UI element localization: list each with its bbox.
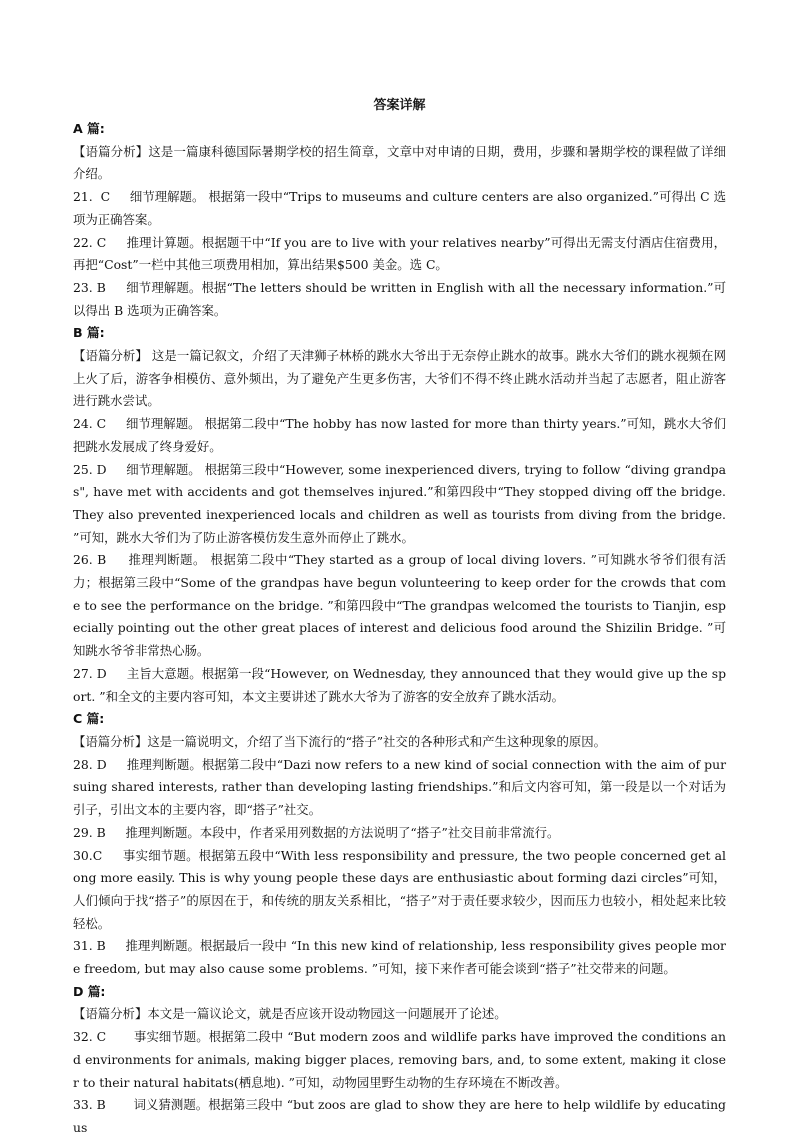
passage-analysis: 【语篇分析】这是一篇康科德国际暑期学校的招生简章，文章中对申请的日期，费用，步骤和暑期学校的课程做了详细介绍。 (73, 143, 726, 182)
question-number-answer: 22. C (73, 234, 127, 250)
question-explanation (73, 935, 726, 980)
explanation-text: 主旨大意题。根据第一段“However, on Wednesday, they announced that they would give up the sport. ”和全文的主要内容可知，本文主要讲述了跳水大爷为了游客的安全放弃了跳水活动。 (73, 665, 726, 704)
section (73, 118, 726, 322)
question-explanation (73, 277, 726, 322)
question-number-answer: 25. D (73, 461, 127, 477)
question-number-answer: 29. B (73, 824, 126, 840)
question-explanation (73, 549, 726, 663)
explanation-text: 细节理解题。 根据第三段中“However, some inexperienced divers, trying to follow “diving grandpas", have met with accidents and got themselves injured.”和第四段中“They stopped diving off the bridge. They also prevented inexperienced locals and children as well as tourists from diving from the bridge. ”可知，跳水大爷们为了防止游客模仿发生意外而停止了跳水。 (73, 461, 726, 545)
explanation-text: 细节理解题。 根据第一段中“Trips to museums and culture centers are also organized.”可得出 C 选项为正确答案。 (73, 189, 726, 227)
question-number-answer: 26. B (73, 552, 129, 568)
question-number-answer: 32. C (73, 1029, 135, 1045)
explanation-text: 推理判断题。根据最后一段中 “In this new kind of relationship, less responsibility gives people more freedom, but may also cause some problems. ”可知，接下来作者可能会谈到“搭子”社交带来的问题。 (73, 938, 726, 977)
sections-container (73, 118, 726, 1140)
question-explanation (73, 413, 726, 458)
explanation-text: 推理判断题。 根据第二段中“They started as a group of local diving lovers. ”可知跳水爷爷们很有活力；根据第三段中“Some of the grandpas have begun volunteering to keep order for the crowds that come to see the performance on the bridge. ”和第四段中“The grandpas welcomed the tourists to Tianjin, especially pointing out the other great places of interest and delicious food around the Shizilin Bridge. ”可知跳水爷爷非常热心肠。 (73, 552, 726, 659)
passage-analysis: 【语篇分析】这是一篇说明文，介绍了当下流行的“搭子”社交的各种形式和产生这种现象的原因。 (73, 733, 607, 749)
question-number-answer: 28. D (73, 756, 127, 772)
explanation-text: 推理判断题。本段中，作者采用列数据的方法说明了“搭子”社交目前非常流行。 (125, 824, 560, 840)
question-number-answer: 30.C (73, 847, 123, 863)
question-explanation (73, 754, 726, 822)
explanation-text: 事实细节题。根据第五段中“With less responsibility and pressure, the two people concerned get along more easily. This is why young people these days are enthusiastic about forming dazi circles”可知，人们倾向于找“搭子”的原因在于，和传统的朋友关系相比，“搭子”对于责任要求较少，因而压力也较小，相处起来比较轻松。 (73, 847, 726, 931)
section (73, 981, 726, 1140)
question-explanation (73, 1026, 726, 1094)
question-number-answer: 27. D (73, 665, 127, 681)
explanation-text: 推理计算题。根据题干中“If you are to live with your relatives nearby”可得出无需支付酒店住宿费用，再把“Cost”一栏中其他三项费用相加，算出结果$500 美金。选 C。 (73, 234, 726, 273)
explanation-text: 词义猜测题。根据第三段中 “but zoos are glad to show they are here to help wildlife by educating us (73, 1097, 726, 1135)
question-explanation (73, 1094, 726, 1139)
question-explanation (73, 459, 726, 550)
section (73, 322, 726, 708)
question-explanation (73, 232, 726, 277)
question-number-answer: 23. B (73, 279, 127, 295)
question-number-answer: 24. C (73, 416, 127, 432)
question-explanation (73, 822, 726, 845)
passage-analysis: 【语篇分析】本文是一篇议论文，就是否应该开设动物园这一问题展开了论述。 (73, 1006, 507, 1022)
question-explanation (73, 663, 726, 708)
explanation-text: 细节理解题。 根据第二段中“The hobby has now lasted for more than thirty years.”可知，跳水大爷们把跳水发展成了终身爱好。 (73, 416, 726, 454)
section-heading: B 篇: (73, 325, 105, 341)
section-heading: C 篇: (73, 711, 105, 727)
question-number-answer: 33. B (73, 1097, 134, 1113)
question-explanation (73, 186, 726, 231)
passage-analysis: 【语篇分析】 这是一篇记叙文，介绍了天津狮子林桥的跳水大爷出于无奈停止跳水的故事。跳水大爷们的跳水视频在网上火了后，游客争相模仿、意外频出，为了避免产生更多伤害，大爷们不得不终止跳水活动并当起了志愿者，阻止游客进行跳水尝试。 (73, 348, 726, 409)
question-number-answer: 21. C (73, 189, 130, 205)
section (73, 708, 726, 980)
section-heading: A 篇: (73, 121, 105, 136)
explanation-text: 细节理解题。根据“The letters should be written in English with all the necessary information.”可以得出 B 选项为正确答案。 (73, 279, 726, 318)
question-number-answer: 31. B (73, 938, 126, 954)
explanation-text: 推理判断题。根据第二段中“Dazi now refers to a new kind of social connection with the aim of pursuing shared interests, rather than developing lasting friendships.”和后文内容可知，第一段是以一个对话为引子，引出文本的主要内容，即“搭子”社交。 (73, 756, 726, 818)
question-explanation (73, 845, 726, 936)
explanation-text: 事实细节题。根据第二段中 “But modern zoos and wildlife parks have improved the conditions and environments for animals, making bigger places, removing bars, and, to some extent, making it closer to their natural habitats(栖息地). ”可知，动物园里野生动物的生存环境在不断改善。 (73, 1029, 726, 1090)
section-heading: D 篇: (73, 983, 106, 999)
page-title: 答案详解 (373, 98, 426, 113)
